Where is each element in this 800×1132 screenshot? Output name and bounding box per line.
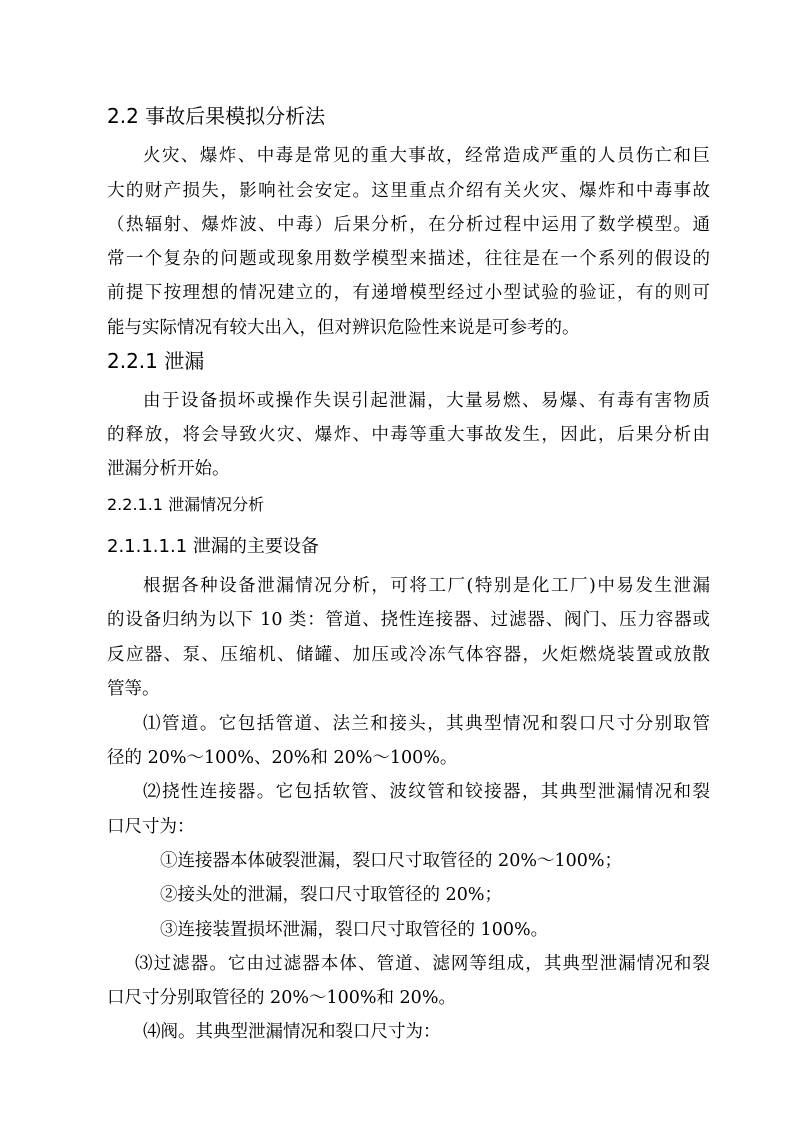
item-2-subitem-3: ③连接装置损坏泄漏，裂口尺寸取管径的 100%。 (160, 920, 549, 940)
heading-2-2: 2.2 事故后果模拟分析法 (107, 104, 326, 128)
heading-2-2-1: 2.2.1 泄漏 (107, 349, 205, 373)
paragraph-2-2-1-line-3: 泄漏分析开始。 (107, 459, 230, 479)
heading-2-2-1-1: 2.2.1.1 泄漏情况分析 (107, 495, 265, 514)
paragraph-2-2-line-5: 前提下按理想的情况建立的，有递增模型经过小型试验的验证，有的则可 (107, 283, 710, 303)
item-2-subitem-2: ②接头处的泄漏，裂口尺寸取管径的 20%； (160, 885, 502, 905)
paragraph-equipment-line-3: 反应器、泵、压缩机、储罐、加压或冷冻气体容器，火炬燃烧装置或放散 (107, 645, 710, 665)
item-4-line-1: ⑷阀。其典型泄漏情况和裂口尺寸为： (143, 1022, 441, 1042)
paragraph-2-2-line-1: 火灾、爆炸、中毒是常见的重大事故，经常造成严重的人员伤亡和巨 (143, 146, 710, 166)
item-1-line-1: ⑴管道。它包括管道、法兰和接头，其典型情况和裂口尺寸分别取管 (143, 714, 710, 734)
item-2-subitem-1: ①连接器本体破裂泄漏，裂口尺寸取管径的 20%～100%； (160, 851, 622, 871)
paragraph-2-2-line-3: （热辐射、爆炸波、中毒）后果分析，在分析过程中运用了数学模型。通 (107, 215, 710, 235)
paragraph-2-2-1-line-2: 的释放，将会导致火灾、爆炸、中毒等重大事故发生，因此，后果分析由 (107, 425, 710, 445)
item-3-line-2: 口尺寸分别取管径的 20%～100%和 20%。 (107, 988, 456, 1008)
item-3-line-1: ⑶过滤器。它由过滤器本体、管道、滤网等组成，其典型泄漏情况和裂 (135, 954, 710, 974)
paragraph-equipment-line-4: 管等。 (107, 679, 160, 699)
paragraph-2-2-1-line-1: 由于设备损坏或操作失误引起泄漏，大量易燃、易爆、有毒有害物质 (143, 391, 710, 411)
paragraph-equipment-line-1: 根据各种设备泄漏情况分析，可将工厂(特别是化工厂)中易发生泄漏 (143, 576, 710, 596)
heading-2-1-1-1-1: 2.1.1.1.1 泄漏的主要设备 (107, 536, 319, 557)
item-1-line-2: 径的 20%～100%、20%和 20%～100%。 (107, 748, 458, 768)
paragraph-2-2-line-2: 大的财产损失，影响社会安定。这里重点介绍有关火灾、爆炸和中毒事故 (107, 181, 710, 201)
item-2-line-1: ⑵挠性连接器。它包括软管、波纹管和铰接器，其典型泄漏情况和裂 (143, 782, 710, 802)
paragraph-2-2-line-4: 常一个复杂的问题或现象用数学模型来描述，往往是在一个系列的假设的 (107, 249, 710, 269)
item-2-line-2: 口尺寸为： (107, 817, 195, 837)
paragraph-equipment-line-2: 的设备归纳为以下 10 类：管道、挠性连接器、过滤器、阀门、压力容器或 (107, 610, 710, 630)
paragraph-2-2-line-6: 能与实际情况有较大出入，但对辨识危险性来说是可参考的。 (107, 318, 580, 338)
